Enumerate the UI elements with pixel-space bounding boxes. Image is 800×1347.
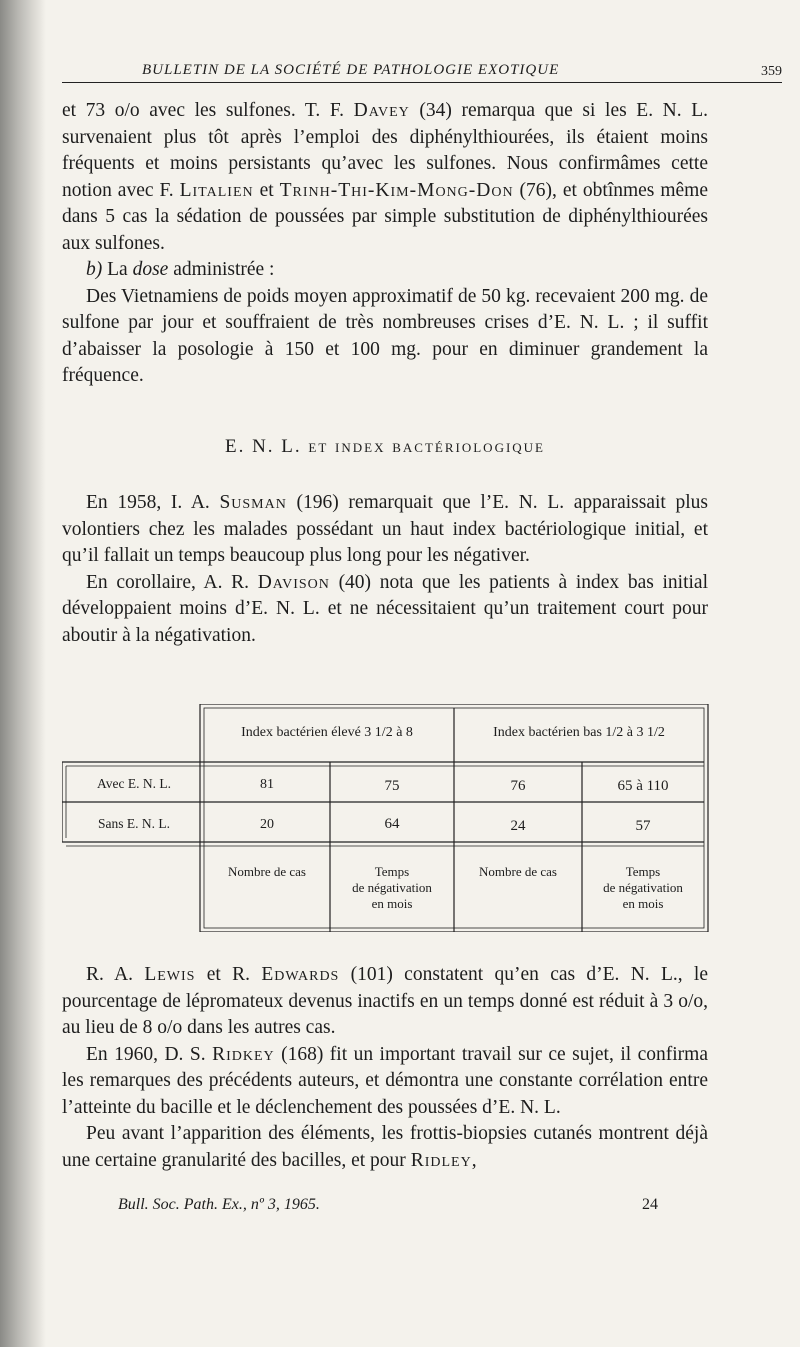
author-ridley: Ridley — [410, 1149, 472, 1171]
row-label-avec: Avec E. N. L. — [97, 776, 171, 791]
list-label: b) — [86, 259, 103, 280]
col-label-cases-high: Nombre de cas — [228, 864, 306, 879]
row-label-sans: Sans E. N. L. — [98, 816, 170, 831]
paragraph-8: Peu avant l’apparition des éléments, les frottis-biopsies cutanés montrent déjà une certaine granularité des bacilles, et pour Ridley, — [62, 1123, 708, 1171]
cell-avec-time-low: 65 à 110 — [617, 778, 669, 794]
journal-reference: Bull. Soc. Path. Ex., nº 3, 1965. — [118, 1196, 320, 1213]
cell-sans-cases-low: 24 — [510, 818, 526, 834]
paragraph-1: et 73 o/o avec les sulfones. T. F. Davey (34) remarqua que si les E. N. L. survenaient plus tôt après l’emploi des diphénylthiourées, ils étaient moins fréquents et moins persistants qu’avec les sulfones. Nous confirmâmes cette notion avec F. Litalien et Trinh-Thi-Kim-Mong-Don (76), et obtînmes même dans 5 cas la sédation de poussées par simple substitution de diphénylthiourées aux sulfones. — [62, 100, 709, 254]
section-heading: E. N. L. et index bactériologique — [224, 435, 545, 457]
header-rule — [62, 82, 782, 83]
author-susman: Susman — [219, 492, 287, 513]
paragraph-3: Des Vietnamiens de poids moyen approximatif de 50 kg. recevaient 200 mg. de sulfone par jour et souffraient de très nombreuses crises d’E. N. L. ; il suffit d’abaisser la posologie à 150 et 100 mg. pour en diminuer grandement la fréquence. — [62, 285, 708, 386]
col-label-time-low-2: de négativation — [603, 880, 683, 895]
col-label-time-high-1: Temps — [374, 864, 410, 879]
paragraph-7: En 1960, D. S. Ridkey (168) fit un important travail sur ce sujet, il confirma les remarques des précédents auteurs, et démontra une constante corrélation entre l’atteinte du bacille et le déclenchement des poussées d’E. N. L. — [62, 1043, 708, 1118]
cell-sans-time-low: 57 — [635, 818, 651, 834]
page-number: 359 — [761, 64, 782, 79]
cell-avec-cases-high: 81 — [260, 777, 274, 792]
cell-sans-time-high: 64 — [384, 816, 400, 832]
paragraph-4: En 1958, I. A. Susman (196) remarquait que l’E. N. L. apparaissait plus volontiers chez les malades possédant un haut index bactériologique initial, et qu’il fallait un temps beaucoup plus long pour les négativer. — [62, 492, 708, 566]
author-davison: Davison — [257, 571, 330, 593]
body-text — [62, 98, 708, 649]
col-label-time-low-3: en mois — [622, 896, 664, 911]
group-low-header: Index bactérien bas 1/2 à 3 1/2 — [493, 725, 665, 740]
group-high-header: Index bactérien élevé 3 1/2 à 8 — [241, 725, 413, 740]
cell-avec-cases-low: 76 — [510, 778, 526, 794]
col-label-cases-low: Nombre de cas — [479, 864, 557, 879]
col-label-time-high-3: en mois — [371, 896, 413, 911]
cell-sans-cases-high: 20 — [260, 817, 274, 832]
journal-title: BULLETIN DE LA SOCIÉTÉ DE PATHOLOGIE EXOTIQUE — [142, 62, 560, 78]
signature-mark: 24 — [642, 1196, 658, 1213]
paragraph-2: b) La dose administrée : — [86, 259, 275, 280]
author-trinh: Trinh-Thi-Kim-Mong-Don — [279, 179, 514, 201]
paragraph-6: R. A. Lewis et R. Edwards (101) constatent qu’en cas d’E. N. L., le pourcentage de lépromateux devenus inactifs en un temps donné est réduit à 3 o/o, au lieu de 8 o/o dans les autres cas. — [62, 964, 708, 1038]
author-davey: Davey — [353, 100, 410, 121]
author-ridkey: Ridkey — [212, 1043, 275, 1065]
page-footer — [118, 1196, 658, 1214]
author-litalien: Litalien — [179, 179, 254, 201]
cell-avec-time-high: 75 — [384, 778, 400, 794]
author-lewis: Lewis — [144, 964, 196, 985]
col-label-time-high-2: de négativation — [352, 880, 432, 895]
col-label-time-low-1: Temps — [625, 864, 661, 879]
book-spine-shadow — [0, 0, 46, 1347]
table-svg — [62, 704, 712, 932]
running-header — [62, 58, 782, 82]
body-text-after-table — [62, 962, 708, 1174]
paragraph-5: En corollaire, A. R. Davison (40) nota que les patients à index bas initial développaient moins d’E. N. L. et ne nécessitaient qu’un traitement court pour aboutir à la négativation. — [62, 571, 708, 646]
author-edwards: Edwards — [261, 964, 340, 985]
results-table — [62, 704, 712, 932]
emphasis-dose: dose — [132, 259, 169, 280]
